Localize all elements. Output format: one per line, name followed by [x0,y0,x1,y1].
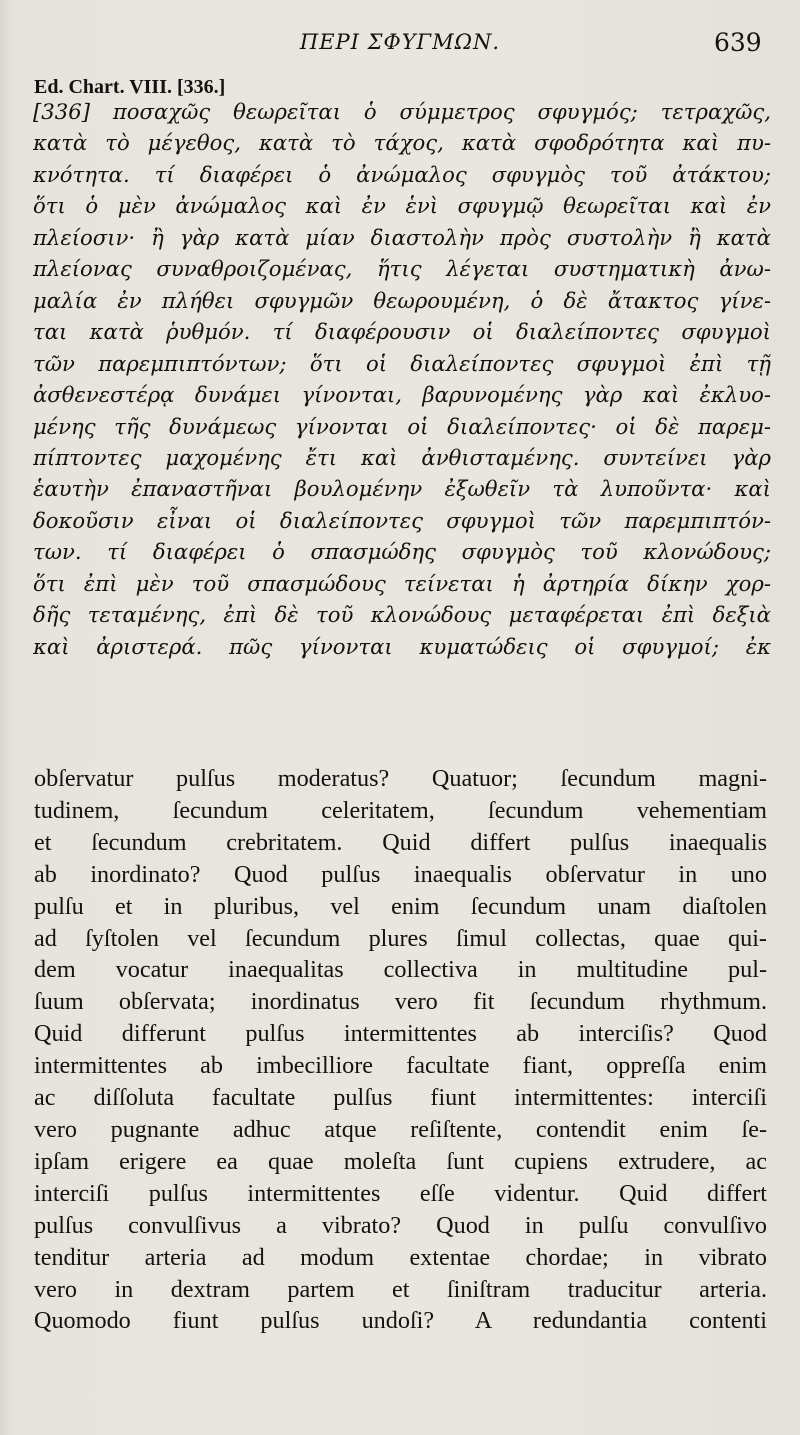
latin-line: et ſecundum crebritatem. Quid differt pulſus inaequalis [34,828,767,856]
greek-line: ὅτι ὁ μὲν ἀνώμαλος καὶ ἐν ἑνὶ σφυγμῷ θεωρεῖται καὶ ἐν [33,193,771,219]
edition-reference: Ed. Chart. VIII. [336.] [34,76,226,98]
greek-line: δῆς τεταμένης, ἐπὶ δὲ τοῦ κλονώδους μεταφέρεται ἐπὶ δεξιὰ [33,602,771,628]
page-number: 639 [714,28,762,57]
greek-line: τῶν παρεμπιπτόντων; ὅτι οἱ διαλείποντες σφυγμοὶ ἐπὶ τῇ [33,350,771,376]
greek-line: δοκοῦσιν εἶναι οἱ διαλείποντες σφυγμοὶ τῶν παρεμπιπτόν- [33,507,771,533]
latin-line: ad ſyſtolen vel ſecundum plures ſimul collectas, quae qui- [34,924,767,952]
latin-line: vero in dextram partem et ſiniſtram traducitur arteria. [34,1275,767,1303]
greek-line: κατὰ τὸ μέγεθος, κατὰ τὸ τάχος, κατὰ σφοδρότητα καὶ πυ- [33,130,771,156]
greek-line: μένης τῆς δυνάμεως γίνονται οἱ διαλείποντες· οἱ δὲ παρεμ- [33,413,771,439]
latin-line: dem vocatur inaequalitas collectiva in multitudine pul- [34,956,767,984]
greek-line: ται κατὰ ῥυθμόν. τί διαφέρουσιν οἱ διαλείποντες σφυγμοὶ [33,319,771,345]
latin-line: pulſus convulſivus a vibrato? Quod in pulſu convulſivo [34,1211,767,1239]
running-title: ΠΕΡΙ ΣΦΥΓΜΩΝ. [299,30,501,54]
greek-line: ὅτι ἐπὶ μὲν τοῦ σπασμώδους τείνεται ἡ ἀρτηρία δίκην χορ- [33,570,771,596]
latin-line: tenditur arteria ad modum extentae chordae; in vibrato [34,1243,767,1271]
greek-line: των. τί διαφέρει ὁ σπασμώδης σφυγμὸς τοῦ κλονώδους; [33,539,771,565]
greek-line: ἀσθενεστέρᾳ δυνάμει γίνονται, βαρυνομένης γὰρ καὶ ἐκλυο- [33,382,771,408]
greek-line: [336] ποσαχῶς θεωρεῖται ὁ σύμμετρος σφυγμός; τετραχῶς, [33,99,771,124]
latin-line: pulſu et in pluribus, vel enim ſecundum unam diaſtolen [34,892,767,920]
greek-line: μαλία ἐν πλήθει σφυγμῶν θεωρουμένη, ὁ δὲ ἄτακτος γίνε- [33,287,771,313]
greek-line: πίπτοντες μαχομένης ἔτι καὶ ἀνθισταμένης. συντείνει γὰρ [33,444,771,470]
latin-line: vero pugnante adhuc atque reſiſtente, contendit enim ſe- [34,1115,767,1143]
latin-line: Quid differunt pulſus intermittentes ab interciſis? Quod [34,1020,767,1048]
greek-line: πλείοσιν· ἢ γὰρ κατὰ μίαν διαστολὴν πρὸς συστολὴν ἢ κατὰ [33,224,771,250]
greek-line: καὶ ἀριστερά. πῶς γίνονται κυματώδεις οἱ σφυγμοί; ἐκ [33,633,771,659]
latin-line: ipſam erigere ea quae moleſta ſunt cupiens extrudere, ac [34,1147,767,1175]
latin-line: Quomodo fiunt pulſus undoſi? A redundantia contenti [34,1307,767,1335]
greek-line: πλείονας συναθροιζομένας, ἥτις λέγεται συστηματικὴ ἀνω- [33,256,771,282]
greek-line: κνότητα. τί διαφέρει ὁ ἀνώμαλος σφυγμὸς τοῦ ἀτάκτου; [33,161,771,187]
latin-line: obſervatur pulſus moderatus? Quatuor; ſecundum magni- [34,765,767,792]
greek-line: ἑαυτὴν ἐπαναστῆναι βουλομένην ἐξωθεῖν τὰ λυποῦντα· καὶ [33,476,771,502]
greek-text-block [33,96,771,662]
latin-line: ab inordinato? Quod pulſus inaequalis obſervatur in uno [34,860,767,888]
latin-line: interciſi pulſus intermittentes eſſe videntur. Quid differt [34,1179,767,1207]
latin-line: ac diſſoluta facultate pulſus fiunt intermittentes: interciſi [34,1084,767,1112]
latin-line: intermittentes ab imbecilliore facultate fiant, oppreſſa enim [34,1052,767,1080]
latin-text-block [34,763,767,1337]
latin-line: tudinem, ſecundum celeritatem, ſecundum vehementiam [34,796,767,824]
latin-line: ſuum obſervata; inordinatus vero fit ſecundum rhythmum. [34,988,767,1016]
